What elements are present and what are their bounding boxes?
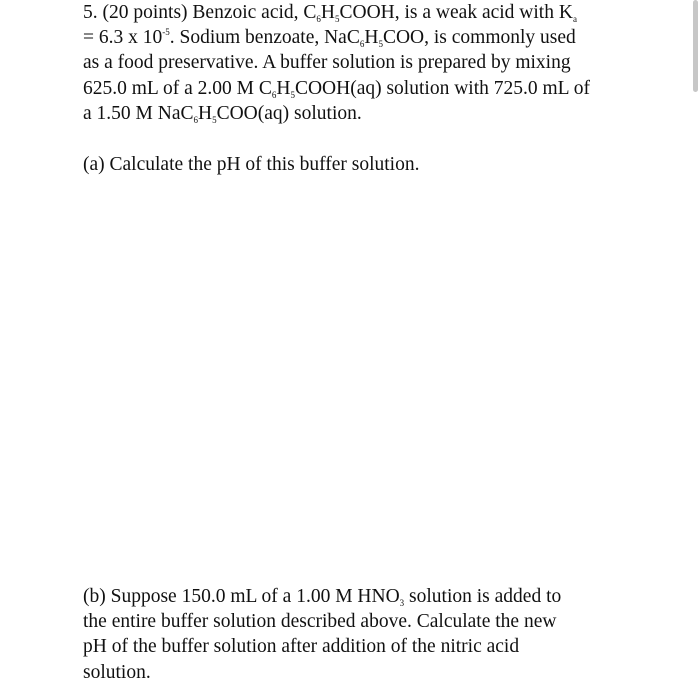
text-run: pH of the buffer solution after addition of the nitric acid: [83, 636, 520, 658]
text-run: H: [320, 2, 336, 23]
subscript: 6: [359, 39, 365, 50]
problem-line: [83, 0, 643, 25]
subscript: 3: [399, 598, 405, 608]
part-b-line: [83, 584, 643, 609]
problem-line: [83, 25, 643, 50]
superscript: -5: [162, 27, 170, 38]
part-b-line: [83, 609, 643, 634]
text-run: H: [198, 102, 213, 124]
text-run: H: [364, 27, 379, 49]
text-run: solution is added to: [404, 586, 562, 607]
scrollbar-thumb[interactable]: [693, 0, 698, 92]
part-b-line: [83, 660, 643, 685]
subscript: a: [572, 14, 577, 24]
part-a-question: [83, 152, 643, 177]
text-run: (a) Calculate the pH of this buffer solution.: [83, 154, 420, 175]
text-run: COOH(aq) solution with 725.0 mL of: [294, 77, 590, 99]
subscript: 6: [193, 114, 198, 125]
problem-line: [83, 50, 643, 75]
text-run: as a food preservative. A buffer solution is prepared by mixing: [83, 52, 571, 74]
text-run: COOH, is a weak acid with K: [339, 2, 573, 23]
part-a-line: [83, 152, 643, 177]
subscript: 5: [212, 114, 217, 125]
text-run: 5. (20 points) Benzoic acid, C: [83, 2, 317, 23]
subscript: 6: [271, 89, 277, 100]
problem-statement: [83, 0, 643, 126]
problem-line: [83, 76, 643, 101]
problem-line: [83, 101, 643, 126]
text-run: COO, is commonly used: [382, 27, 576, 49]
text-run: (b) Suppose 150.0 mL of a 1.00 M HNO: [83, 586, 400, 607]
part-b-line: [83, 634, 643, 659]
text-run: the entire buffer solution described above. Calculate the new: [83, 611, 557, 633]
text-run: solution.: [83, 661, 151, 683]
subscript: 6: [316, 14, 321, 24]
subscript: 5: [290, 89, 295, 100]
subscript: 5: [378, 39, 383, 50]
subscript: 5: [335, 14, 340, 24]
text-run: a 1.50 M NaC: [83, 102, 194, 124]
part-b-question: [83, 584, 643, 685]
text-run: = 6.3 x 10: [83, 27, 163, 49]
text-run: H: [276, 77, 291, 99]
text-run: COO(aq) solution.: [216, 102, 362, 124]
text-run: . Sodium benzoate, NaC: [169, 27, 360, 49]
text-run: 625.0 mL of a 2.00 M C: [83, 77, 272, 99]
